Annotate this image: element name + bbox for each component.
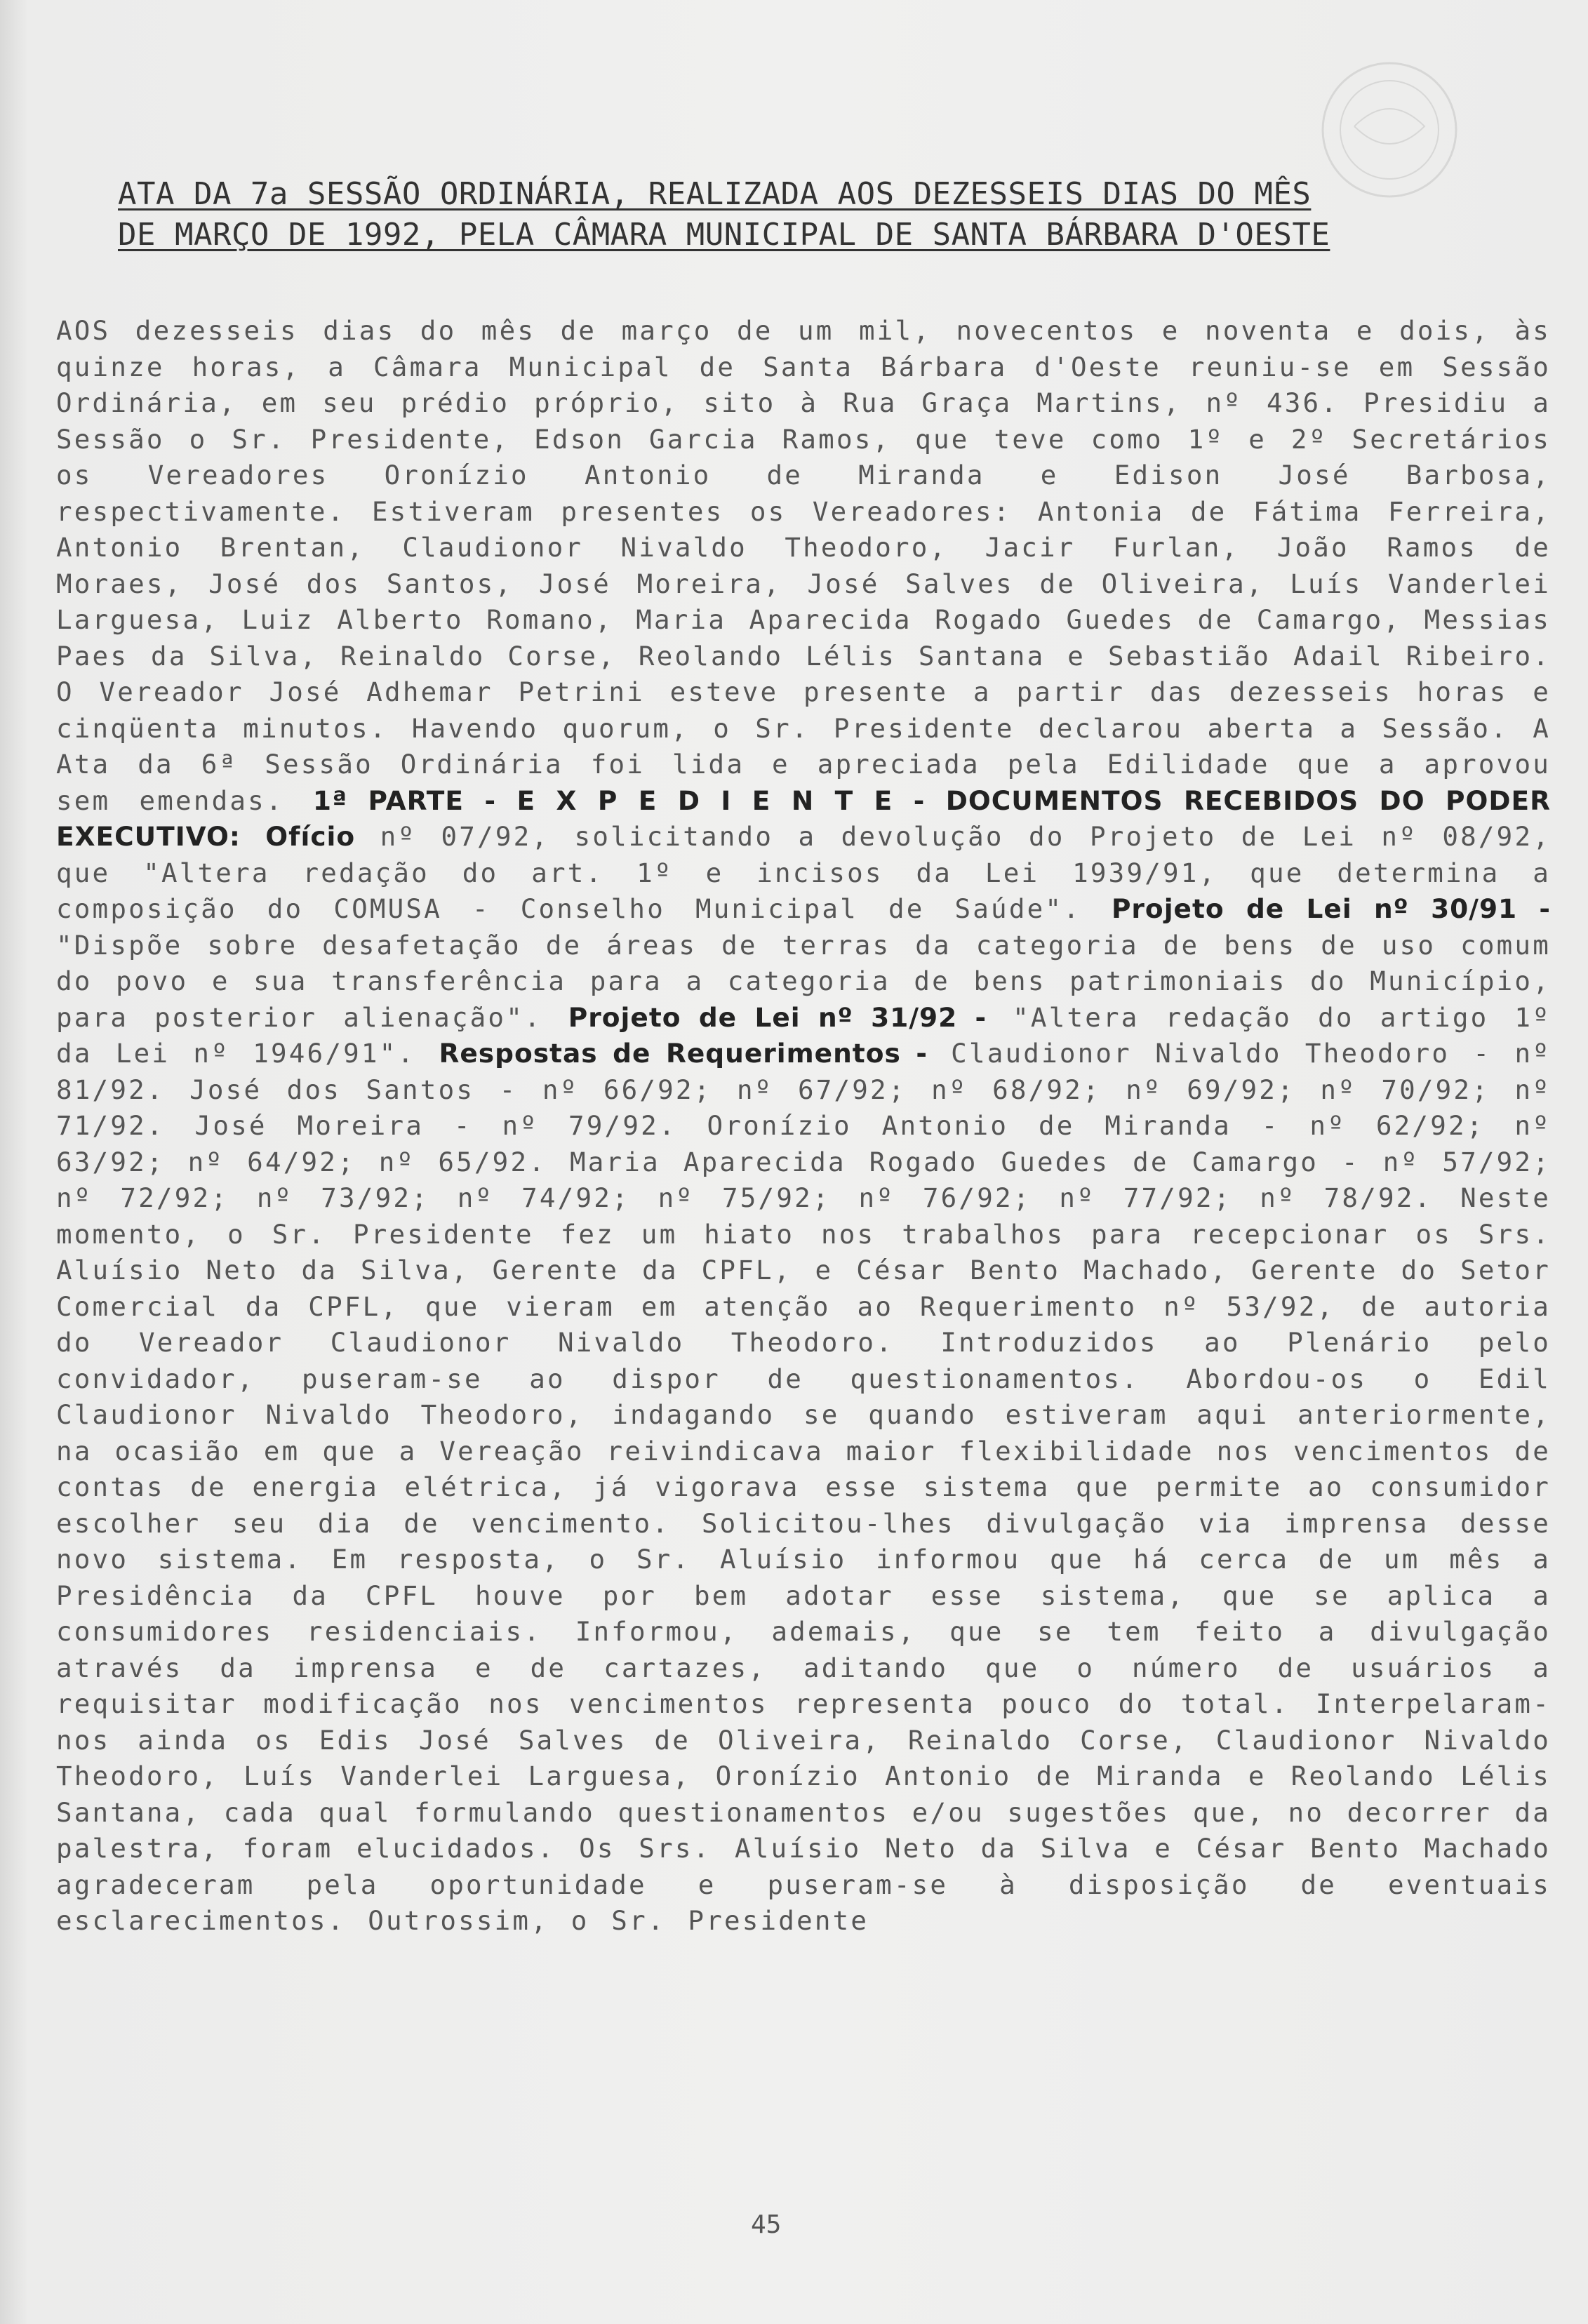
title-line-1: ATA DA 7a SESSÃO ORDINÁRIA, REALIZADA AOS DEZESSEIS DIAS DO MÊS bbox=[118, 176, 1312, 212]
projeto-30-text: "Dispõe sobre desafetação de áreas de terras da categoria de bens de uso comum do povo e sua transferência para a categoria de bens patrimoniais do Município, para posterior alienação". bbox=[56, 929, 1551, 1033]
oficio-text: nº 07/92, solicitando a devolução do Projeto de Lei nº 08/92, que "Altera redação do art. 1º e incisos da Lei 1939/91, que determina a composição do COMUSA - Conselho Municipal de Saúde". bbox=[56, 821, 1552, 924]
page-number: 45 bbox=[751, 2210, 782, 2239]
minutes-intro: AOS dezesseis dias do mês de março de um mil, novecentos e noventa e dois, às quinze horas, a Câmara Municipal de Santa Bárbara d'Oeste reuniu-se em Sessão Ordinária, em seu prédio próprio, sito à Rua Graça Martins, nº 436. Presidiu a Sessão o Sr. Presidente, Edson Garcia Ramos, que teve como 1º e 2º Secretários os Vereadores Oronízio Antonio de Miranda e Edison José Barbosa, respectivamente. Estiveram presentes os Vereadores: Antonia de Fátima Ferreira, Antonio Brentan, Claudionor Nivaldo Theodoro, Jacir Furlan, João Ramos de Moraes, José dos Santos, José Moreira, José Salves de Oliveira, Luís Vanderlei Larguesa, Luiz Alberto Romano, Maria Aparecida Rogado Guedes de Camargo, Messias Paes da Silva, Reinaldo Corse, Reolando Lélis Santana e Sebastião Adail Ribeiro. O Vereador José Adhemar Petrini esteve presente a partir das dezesseis horas e cinqüenta minutos. Havendo quorum, o Sr. Presidente declarou aberta a Sessão. A Ata da 6ª Sessão Ordinária foi lida e apreciada pela Edilidade que a aprovou sem emendas. bbox=[56, 315, 1551, 816]
oficio-label: Ofício bbox=[265, 821, 356, 852]
title-line-2: DE MARÇO DE 1992, PELA CÂMARA MUNICIPAL DE SANTA BÁRBARA D'OESTE bbox=[118, 217, 1330, 253]
projeto-31-label: Projeto de Lei nº 31/92 - bbox=[568, 1001, 987, 1033]
respostas-label: Respostas de Requerimentos - bbox=[439, 1038, 928, 1069]
respostas-text: Claudionor Nivaldo Theodoro - nº 81/92. José dos Santos - nº 66/92; nº 67/92; nº 68/92; nº 69/92; nº 70/92; nº 71/92. José Moreira - nº 79/92. Oronízio Antonio de Miranda - nº 62/92; nº 63/92; nº 64/92; nº 65/92. Maria Aparecida Rogado Guedes de Camargo - nº 57/92; nº 72/92; nº 73/92; nº 74/92; nº 75/92; nº 76/92; nº 77/92; nº 78/92. Neste momento, o Sr. Presidente fez um hiato nos trabalhos para recepcionar os Srs. Aluísio Neto da Silva, Gerente da CPFL, e César Bento Machado, Gerente do Setor Comercial da CPFL, que vieram em atenção ao Requerimento nº 53/92, de autoria do Vereador Claudionor Nivaldo Theodoro. Introduzidos ao Plenário pelo convidador, puseram-se ao dispor de questionamentos. Abordou-os o Edil Claudionor Nivaldo Theodoro, indagando se quando estiveram aqui anteriormente, na ocasião em que a Vereação reivindicava maior flexibilidade nos vencimentos de contas de energia elétrica, já vigorava esse sistema que permite ao consumidor escolher seu dia de vencimento. Solicitou-lhes divulgação via imprensa desse novo sistema. Em resposta, o Sr. Aluísio informou que há cerca de um mês a Presidência da CPFL houve por bem adotar esse sistema, que se aplica a consumidores residenciais. Informou, ademais, que se tem feito a divulgação através da imprensa e de cartazes, aditando que o número de usuários a requisitar modificação nos vencimentos representa pouco do total. Interpelaram-nos ainda os Edis José Salves de Oliveira, Reinaldo Corse, Claudionor Nivaldo Theodoro, Luís Vanderlei Larguesa, Oronízio Antonio de Miranda e Reolando Lélis Santana, cada qual formulando questionamentos e/ou sugestões que, no decorrer da palestra, foram elucidados. Os Srs. Aluísio Neto da Silva e César Bento Machado agradeceram pela oportunidade e puseram-se à disposição de eventuais esclarecimentos. Outrossim, o Sr. Presidente bbox=[56, 1038, 1551, 1936]
section-header: 1ª PARTE - E X P E D I E N T E - DOCUMENTOS RECEBIDOS DO PODER EXECUTIVO: bbox=[56, 784, 1551, 852]
minutes-body bbox=[56, 313, 1551, 1939]
projeto-30-label: Projeto de Lei nº 30/91 - bbox=[1111, 893, 1551, 924]
projeto-31-text: "Altera redação do artigo 1º da Lei nº 1946/91". bbox=[56, 1001, 1551, 1069]
document-title bbox=[118, 174, 1486, 255]
